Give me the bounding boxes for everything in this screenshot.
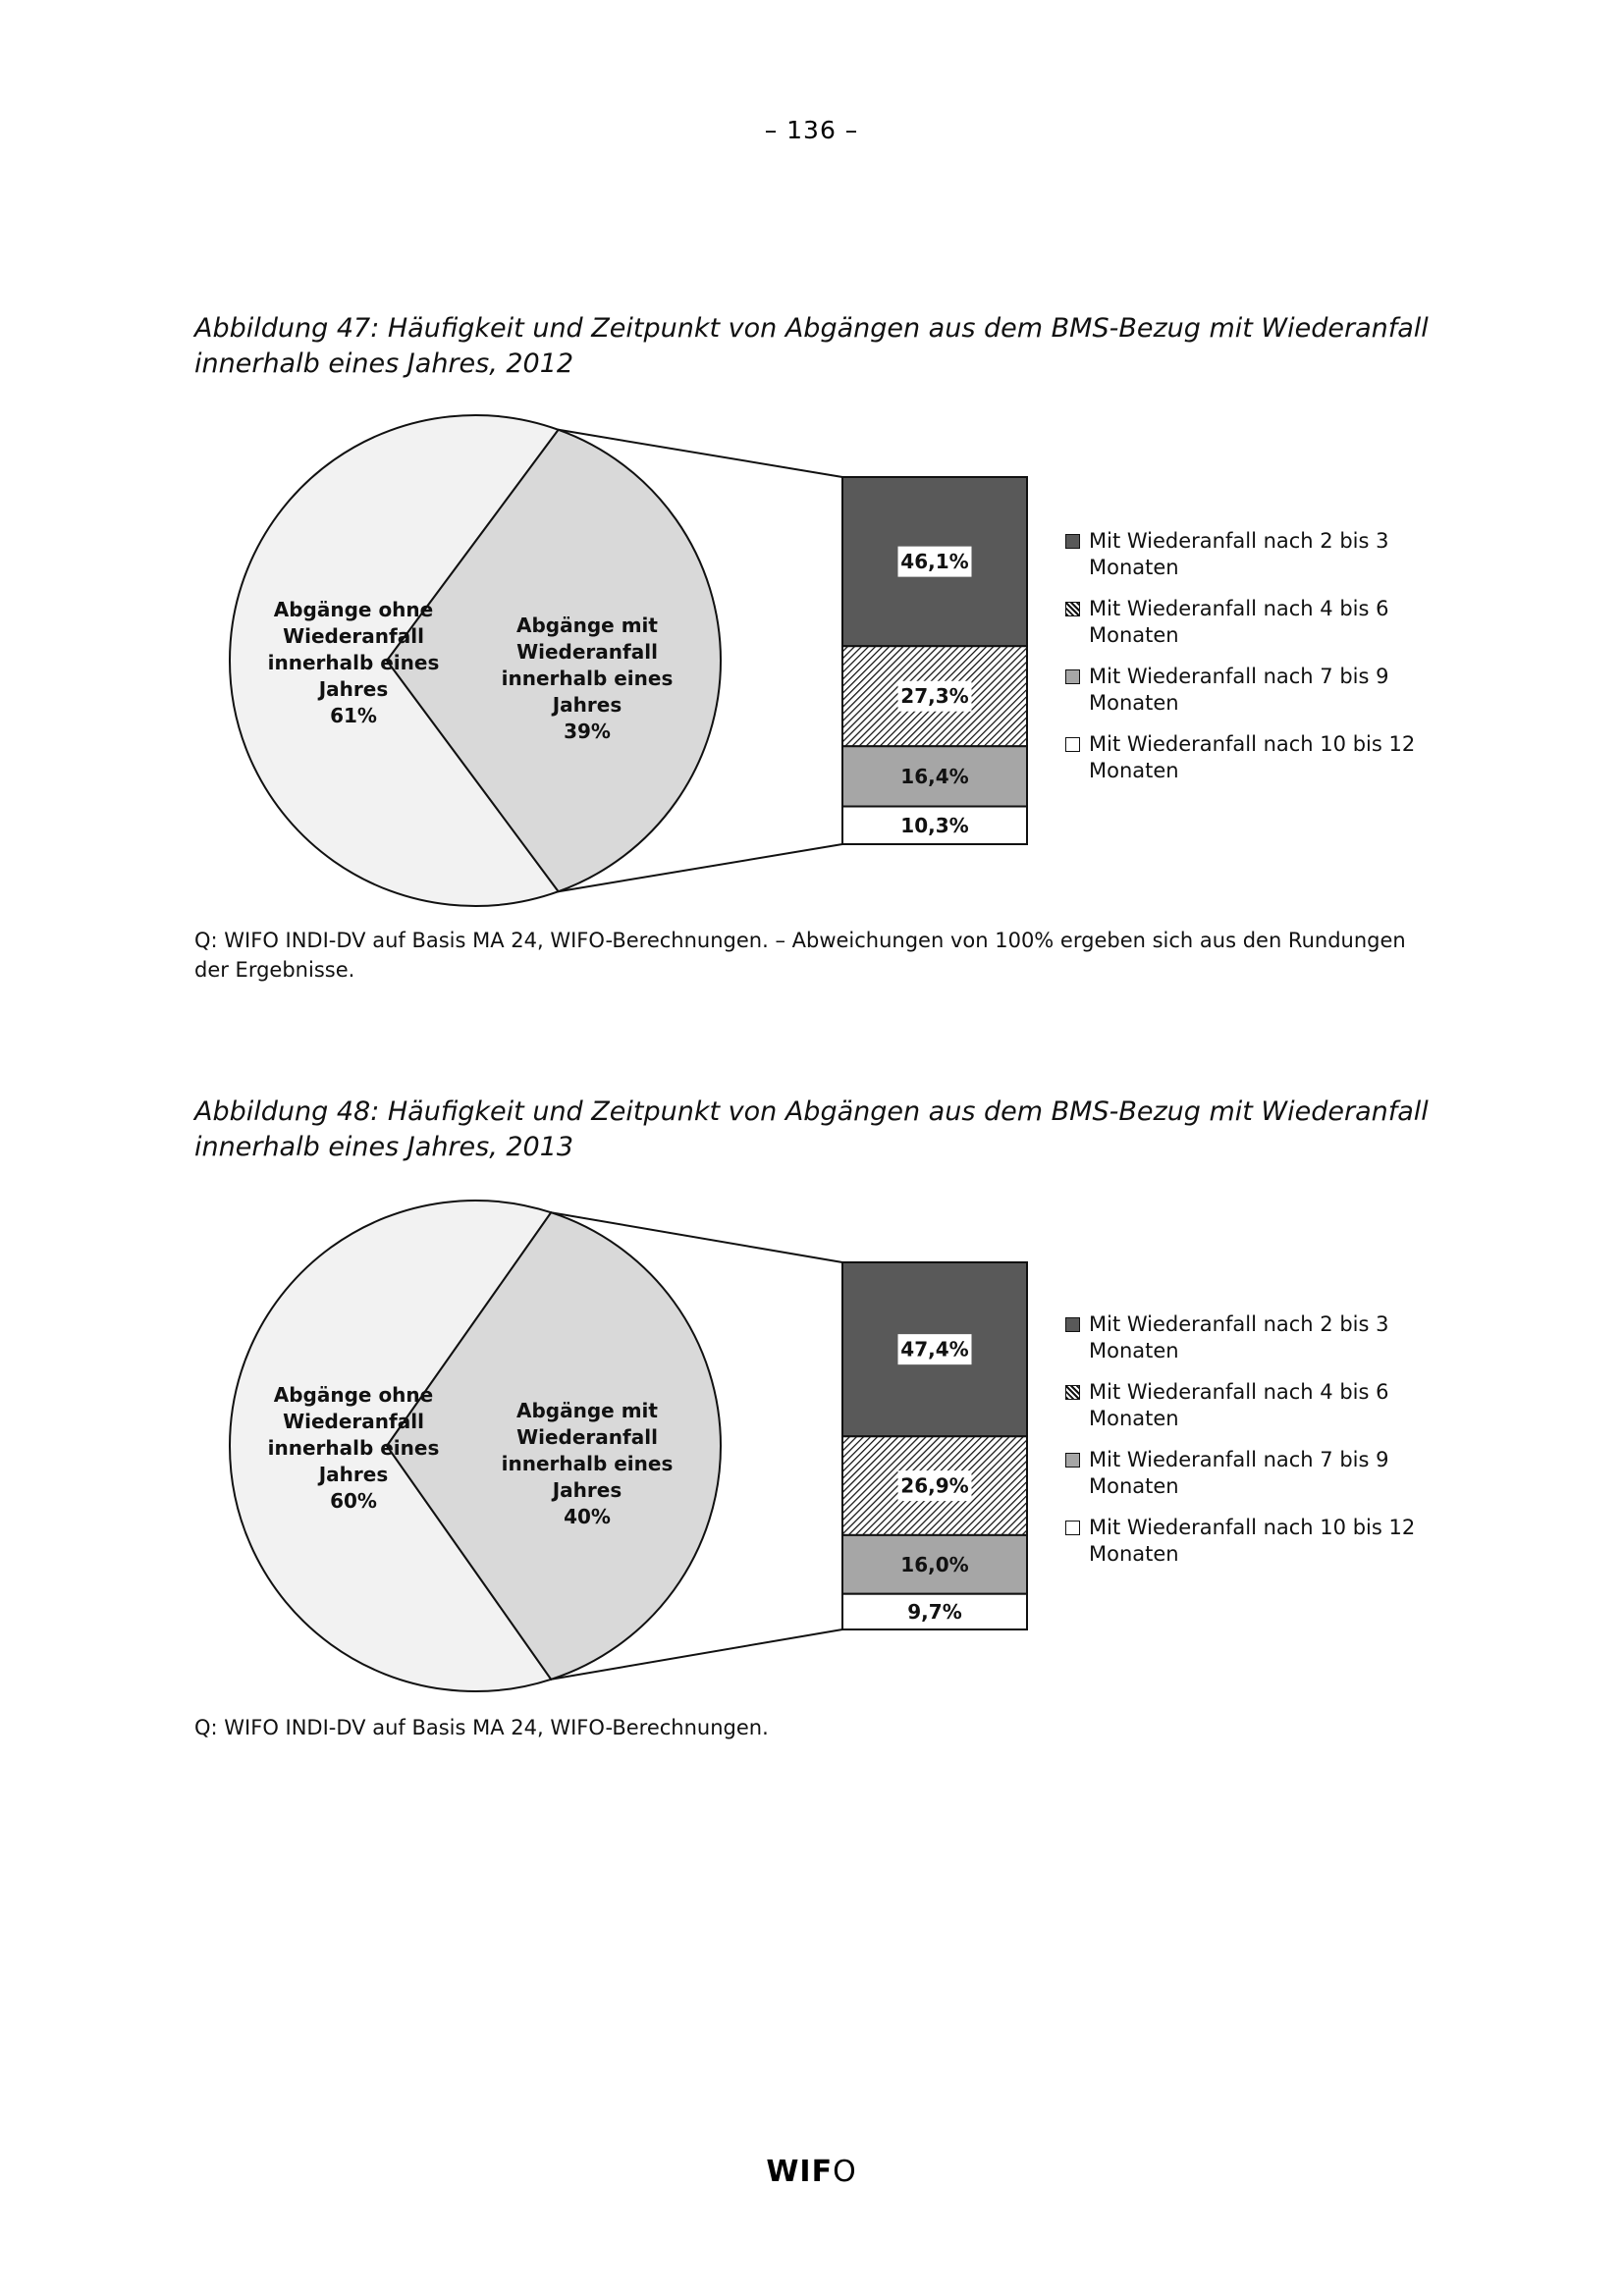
bar-value-label: 16,0% bbox=[900, 1552, 969, 1576]
legend-swatch bbox=[1065, 1385, 1080, 1400]
legend-swatch bbox=[1065, 1317, 1080, 1332]
legend-label: Monaten bbox=[1089, 1339, 1179, 1362]
legend-label: Monaten bbox=[1089, 623, 1179, 647]
bar-value-label: 10,3% bbox=[900, 813, 969, 837]
pie-label-ohne: Abgänge ohne bbox=[273, 598, 434, 621]
caption-line: innerhalb eines Jahres, 2013 bbox=[194, 1132, 574, 1162]
legend-item bbox=[1065, 528, 1458, 581]
legend-item bbox=[1065, 596, 1458, 649]
logo-o: O bbox=[833, 2155, 857, 2189]
legend bbox=[1065, 1311, 1458, 1582]
legend-swatch bbox=[1065, 669, 1080, 684]
legend-label: Mit Wiederanfall nach 4 bis 6 bbox=[1089, 1380, 1389, 1404]
bar-value-label: 27,3% bbox=[900, 684, 969, 709]
pie-label-ohne: innerhalb eines bbox=[267, 651, 440, 674]
figure-47-caption bbox=[194, 311, 1461, 382]
legend-label: Mit Wiederanfall nach 10 bis 12 bbox=[1089, 1516, 1416, 1539]
pie-label-mit: 39% bbox=[564, 720, 611, 743]
legend-item bbox=[1065, 1311, 1458, 1364]
legend-item bbox=[1065, 1379, 1458, 1432]
legend-label: Monaten bbox=[1089, 1542, 1179, 1566]
legend-swatch bbox=[1065, 1521, 1080, 1535]
legend-label: Monaten bbox=[1089, 1407, 1179, 1430]
wifo-logo bbox=[0, 2155, 1623, 2189]
pie-label-ohne: Jahres bbox=[318, 677, 389, 701]
pie-label-mit: innerhalb eines bbox=[501, 1452, 674, 1475]
legend-item bbox=[1065, 731, 1458, 784]
legend-swatch bbox=[1065, 1453, 1080, 1468]
pie-label-ohne: Jahres bbox=[318, 1463, 389, 1486]
pie-label-ohne: Wiederanfall bbox=[283, 624, 424, 648]
legend bbox=[1065, 528, 1458, 799]
pie-label-ohne: 60% bbox=[330, 1489, 377, 1513]
bar-value-label: 47,4% bbox=[900, 1337, 969, 1362]
legend-label: Monaten bbox=[1089, 556, 1179, 579]
figure-48-source bbox=[194, 1713, 1461, 1742]
pie-label-mit: Abgänge mit bbox=[516, 614, 658, 637]
legend-label: Mit Wiederanfall nach 4 bis 6 bbox=[1089, 597, 1389, 620]
figure-48-caption bbox=[194, 1095, 1461, 1165]
source-line: der Ergebnisse. bbox=[194, 958, 355, 982]
pie-label-ohne: 61% bbox=[330, 704, 377, 727]
legend-label: Mit Wiederanfall nach 10 bis 12 bbox=[1089, 732, 1416, 756]
pie-label-mit: Wiederanfall bbox=[516, 640, 658, 664]
legend-label: Monaten bbox=[1089, 1474, 1179, 1498]
figure-47-chart bbox=[0, 410, 1623, 921]
page-number: – 136 – bbox=[764, 116, 859, 144]
pie-label-mit: 40% bbox=[564, 1505, 611, 1528]
legend-swatch bbox=[1065, 737, 1080, 752]
bar-value-label: 16,4% bbox=[900, 764, 969, 788]
pie-label-mit: Jahres bbox=[552, 693, 622, 717]
legend-label: Mit Wiederanfall nach 7 bis 9 bbox=[1089, 665, 1389, 688]
pie-label-mit: Abgänge mit bbox=[516, 1399, 658, 1422]
source-line: Q: WIFO INDI-DV auf Basis MA 24, WIFO-Berechnungen. bbox=[194, 1716, 769, 1739]
pie-label-mit: Wiederanfall bbox=[516, 1425, 658, 1449]
pie-label-ohne: Wiederanfall bbox=[283, 1410, 424, 1433]
bar-value-label: 46,1% bbox=[900, 550, 969, 574]
legend-label: Monaten bbox=[1089, 759, 1179, 782]
figure-48-chart bbox=[0, 1196, 1623, 1706]
legend-swatch bbox=[1065, 534, 1080, 549]
source-line: Q: WIFO INDI-DV auf Basis MA 24, WIFO-Berechnungen. – Abweichungen von 100% ergeben sich aus den Rundungen bbox=[194, 929, 1406, 952]
legend-label: Mit Wiederanfall nach 7 bis 9 bbox=[1089, 1448, 1389, 1471]
caption-line: innerhalb eines Jahres, 2012 bbox=[194, 348, 574, 379]
bar-value-label: 26,9% bbox=[900, 1473, 969, 1498]
legend-label: Mit Wiederanfall nach 2 bis 3 bbox=[1089, 1312, 1389, 1336]
bar-value-label: 9,7% bbox=[907, 1599, 962, 1624]
legend-label: Monaten bbox=[1089, 691, 1179, 715]
caption-line: Abbildung 47: Häufigkeit und Zeitpunkt von Abgängen aus dem BMS-Bezug mit Wiederanfall bbox=[194, 313, 1429, 344]
figure-47-source bbox=[194, 926, 1461, 985]
legend-item bbox=[1065, 664, 1458, 717]
pie-label-ohne: Abgänge ohne bbox=[273, 1383, 434, 1407]
pie-label-ohne: innerhalb eines bbox=[267, 1436, 440, 1460]
pie-label-mit: Jahres bbox=[552, 1478, 622, 1502]
caption-line: Abbildung 48: Häufigkeit und Zeitpunkt von Abgängen aus dem BMS-Bezug mit Wiederanfall bbox=[194, 1096, 1429, 1127]
legend-label: Mit Wiederanfall nach 2 bis 3 bbox=[1089, 529, 1389, 553]
legend-swatch bbox=[1065, 602, 1080, 616]
legend-item bbox=[1065, 1515, 1458, 1568]
legend-item bbox=[1065, 1447, 1458, 1500]
logo-text: WIF bbox=[766, 2155, 834, 2189]
pie-label-mit: innerhalb eines bbox=[501, 667, 674, 690]
